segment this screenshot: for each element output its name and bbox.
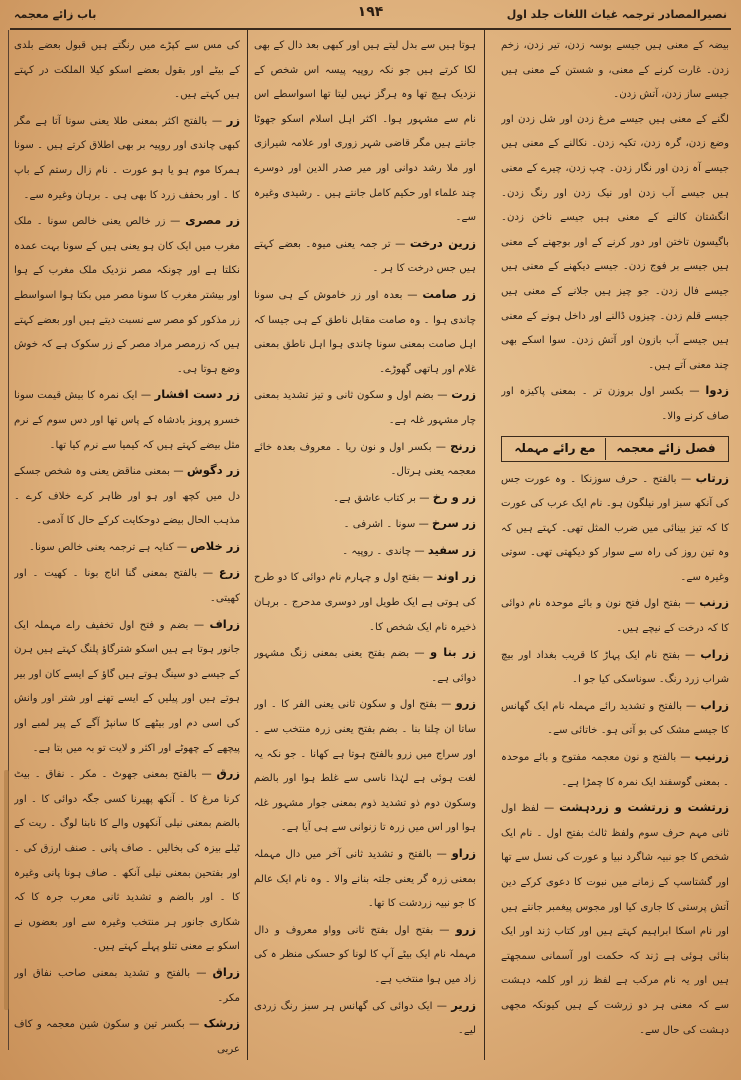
running-header — [10, 4, 731, 26]
entry-headword: زرنب — [699, 595, 729, 610]
text-column-middle — [254, 34, 476, 1060]
entry-definition: بفتح اول بفتح ثانی وواو معروف و دال مہملہ نام ایک بیٹے آپ کا لونا کو حسکی منظر ہ کی زاد میں ہوا منتخب ہے۔ — [254, 924, 476, 985]
page-number: ١٩۴ — [357, 4, 384, 20]
dictionary-entry: زرو — بفتح اول و سکون ثانی یعنی الفر کا ۔ اور ساتا ان چلنا بنا ۔ بضم بفتح یعنی زرہ منتخب سے ۔ اور سراج میں زرو بالفتح ہوتا ہے کھانا ۔ جو نکہ یہ لغت ہوئی ہے لہٰذا ناسی سے غلط ہوا اور بالضم وسکون دوم ذو تشدید ذوم بمعنی جوار مشہور غلہ ہوا اور اس میں زرہ تا زنوانی سے ہی آیا ہے۔ — [254, 696, 476, 834]
entry-headword: زراب — [700, 697, 729, 712]
entry-headword: زرت — [451, 387, 476, 402]
entry-headword: زرتشت و زرتشت و زردہشت — [559, 800, 729, 815]
entry-definition: بکسر اول بروزن تر ۔ بمعنی پاکیزہ اور صاف کرنے والا۔ — [501, 386, 729, 422]
entry-headword: زرو — [455, 696, 476, 711]
entry-definition: کی مس سے کپڑے میں رنگتے ہیں قبول بعضے بلدی کے بیٹے اور بقول بعضے اسکو کیلا الملکت در کہتے ہیں کہتے ہیں۔ — [14, 40, 240, 101]
dictionary-entry: زرتاب — بالفتح ۔ حرف سوزنکا ۔ وہ عورت جس کی آنکھ سبز اور نیلگون ہو۔ نام ایک عرب کی عورت کا کہ تیز بینائی میں ضرب المثل تھی۔ کہتے ہیں کہ وہ تین روز کی راہ سے سوار کو دیکھتی تھی۔ سوتی وغیرہ سے۔ — [501, 470, 729, 583]
entry-headword: زرتاب — [695, 470, 729, 485]
entry-headword: زر خلاص — [190, 538, 240, 553]
entry-headword: زراف — [209, 616, 240, 631]
dictionary-entry: زر و رخ — بر کتاب عاشق ہے۔ — [333, 489, 476, 504]
text-column-left — [14, 34, 240, 1060]
entry-headword: زریر — [451, 997, 476, 1012]
dictionary-entry: زراق — بالفتح و تشدید بمعنی صاحب نفاق اور مکر۔ — [14, 964, 240, 1004]
entry-definition: زر خالص یعنی خالص سونا ۔ ملک مغرب میں ایک کان ہو یعنی ہیں کے سونا بہت عمدہ نکلتا ہے اور چونکہ مصر نزدیک ملک مغرب کے ہوا اور بیشتر مغرب کا سونا مصر میں بکتا ہوا اسواسطے زر مذکور کو مصر سے نسبت دیتے ہیں اور بعضے کہتے ہیں کہ زرمصر مراد مصر کے زر سکوک ہے کہ خوش وضع ہوتا ہی۔ — [14, 216, 240, 375]
dictionary-entry — [501, 108, 729, 379]
entry-definition: بالفتح و تشدید بمعنی صاحب نفاق اور مکر۔ — [14, 967, 240, 1004]
entry-headword: زر سفید — [427, 542, 476, 557]
entry-definition: بالفتح اکثر بمعنی طلا یعنی سونا آتا ہے مگر کبھی چاندی اور روپیہ بر بھی اطلاق کرتے ہیں ۔ سونا ہمرکا موم ہو یا ہو عورت ۔ نام زال رستم کے باپ کا ۔ اور بحفف زرد کا بھی ہی ۔ برہان وغیرہ سے۔ — [14, 115, 240, 201]
entry-definition: بالفتح بمعنی گنا اناج بونا ۔ کھیت ۔ اور کھیتی۔ — [14, 568, 240, 605]
entry-headword: زر — [226, 112, 240, 127]
dictionary-entry: زر بنا و — بضم بفتح یعنی بمعنی زنگ مشہور دوائی ہے۔ — [254, 645, 476, 684]
section-heading-separator — [605, 438, 606, 460]
entry-headword: زرو — [455, 921, 476, 936]
entry-definition: بیضہ کے معنی ہیں جیسے بوسہ زدن، تیر زدن، زخم زدن۔ غارت کرنے کے معنی، و شستن کے معنی ہیں جیسے ساز زدن، آتش زدن۔ — [501, 40, 729, 101]
entry-definition: ایک دوائی کی گھانس ہر سبز رنگ زردی لیے۔ — [254, 1000, 476, 1037]
entry-definition: بمعنی مناقض یعنی وہ شخص جسکے دل میں کچھ اور ہو اور ظاہر کرے خلاف کرے ۔ مذہب الحال بیضے دوحکایت کرکے حال کا آدمی۔ — [14, 466, 240, 527]
entry-definition: ہوتا ہیں سے بدل لیتے ہیں اور کبھی بعد دال کے بھی لکا کرتے ہیں جو نکہ روپیہ پیسہ اس شخص کے نزدیک ہیچ تھا وہ ہرگز نہیں لیتا تھا اسواسطے اس نام سے مشہور ہوا۔ اکثر اہل اسلام اسکو جھوٹا جانتے ہیں مگر قاضی شہر زوری اور علامہ شیرازی اور ملا رشد دوانی اور میر صدر الدین اور دوسرے چند علماء اور حکیم کامل جانتے ہیں ۔ رشیدی وغیرہ سے۔ — [254, 40, 476, 224]
binding-shadow — [4, 770, 9, 1010]
entry-definition: بفتح اول فتح نون و بائے موحدہ نام دوائی کا کہ درخت کے نیچے ہیں۔ — [501, 598, 729, 635]
column-divider-right — [484, 30, 485, 1060]
dictionary-entry: زر دگوش — بمعنی مناقض یعنی وہ شخص جسکے دل میں کچھ اور ہو اور ظاہر کرے خلاف کرے ۔ مذہب الحال بیضے دوحکایت کرکے حال کا آدمی۔ — [14, 463, 240, 527]
entry-definition: ایک نمرہ کا بیش قیمت سونا خسرو پرویز بادشاہ کے پاس تھا اور دس سوم کے نرم مثل بیضے کہتے ہیں کہ کیمیا سے نرم کیا تھا۔ — [14, 390, 240, 451]
entry-headword: زرع — [218, 565, 240, 580]
entry-definition: کنایہ ہے ترجمہ یعنی خالص سونا۔ — [29, 541, 174, 553]
entry-headword: زر اوند — [436, 569, 476, 584]
entry-headword: زر سرخ — [432, 516, 476, 531]
entry-headword: زرین درخت — [409, 235, 476, 250]
entry-definition: بفتح اول و سکون ثانی یعنی الفر کا ۔ اور ساتا ان چلنا بنا ۔ بضم بفتح یعنی زرہ منتخب سے ۔ اور سراج میں زرو بالفتح ہوتا ہے کھانا ۔ جو نکہ یہ لغت ہوئی ہے لہٰذا ناسی سے غلط ہوا اور بالضم وسکون دوم ذو تشدید ذوم بمعنی جوار مشہور غلہ ہوا اور اس میں زرہ تا زنوانی سے ہی آیا ہے۔ — [254, 699, 476, 834]
entry-headword: زر صامت — [422, 286, 476, 301]
dictionary-entry — [254, 34, 476, 231]
dictionary-entry: زر خلاص — کنایہ ہے ترجمہ یعنی خالص سونا۔ — [29, 538, 240, 553]
entry-definition: بکسر تین و سکون شین معجمہ و کاف عربی — [14, 1019, 240, 1055]
header-rule — [10, 28, 731, 30]
entry-headword: زراو — [451, 846, 476, 860]
dictionary-entry: زرتشت و زرتشت و زردہشت — لفظ اول ثانی مہم حرف سوم ولفظ ثالث بفتح اول ۔ نام ایک شخص کا جو نبیہ شاگرد نبیا و عورت کی نسل سے تھا اور گشتاسپ کے زمانے میں نبوت کا دعوی کرکے دین آتش پرستی کا جاری کیا اور مجوس پیغمبر جانتے ہیں اور نام اسکا ابراہیم کہتے ہیں اور کتاب ژند اور ایک بنائی ہوئی ہے ژند کہ حکمت اور آسمانی سمجھتے ہیں اور یہ نام مرکب ہے لفظ زر اور کلمہ دہشت سے کہ معنی ہر دو زرشت کے ہیں کیونکہ مجھی دہشت کی حال سے۔ — [501, 800, 729, 1036]
entry-definition: بفتح نام ایک پہاڑ کا قریب بغداد اور بیچ شراب زرد رنگ۔ سوناسکی کیا جو ا۔ — [501, 649, 729, 686]
dictionary-entry: زدوا — بکسر اول بروزن تر ۔ بمعنی پاکیزہ اور صاف کرنے والا۔ — [501, 383, 729, 422]
entry-definition: بالفتح و تشدید رائے مہملہ نام ایک گھانس کا جیسے مشک کی بو آتی ہو۔ خاتائی سے۔ — [501, 700, 729, 737]
entry-definition: بفتح اول و چہارم نام دوائی کا دو طرح کی ہوتی ہے ایک طویل اور دوسری مدحرج ۔ برہان ذخیرہ نام ایک شخص کا۔ — [254, 572, 476, 633]
dictionary-entry: زرنیب — بالفتح و نون معجمہ مفتوح و بائے موحدہ ۔ بمعنی گوسفند ایک نمرہ کا چمڑا ہے۔ — [501, 749, 729, 788]
entry-definition: بضم و فتح اول تخفیف راے مہملہ ایک جانور ہوتا ہے ہیں اسکو شترگاؤ پلنگ کہتے ہیں ہرن کے جیسے دو سینگ ہوتے ہیں گاؤ کے ایسے کان اور بیر ہوتے ہیں اور پیلیں کے ایسے تھنے اور شتر اور وانش کی اسی دم اور بیٹھے کا سانپڑ آگے کے پیر لمبے اور پیچھے کے چھوٹے اور اکثر و لایت تو بہ میں بتا ہے۔ — [14, 619, 240, 754]
dictionary-entry: زر سفید — چاندی ۔ روپیہ ۔ — [342, 542, 476, 557]
entry-headword: زرق — [216, 766, 240, 781]
entry-headword: زرنج — [450, 438, 476, 453]
dictionary-entry: زرق — بالفتح بمعنی جھوٹ ۔ مکر ۔ نفاق ۔ بیٹ کرنا مرغ کا ۔ آنکھ پھیرنا کسی جگہ دوائی کا ۔ اور بالضم بمعنی نیلی آنکھوں والے کا نابنا لوگ ۔ ریت کے ٹیلے بیزہ کی بخالیں ۔ صاف پانی ۔ صنف ارزق کی ۔ اور بفتحین بمعنی نیلی آنکھ ۔ صاف ہونا پانی وغیرہ کا ۔ اور بالضم و تشدید ثانی معرب جرہ کا کہ شکاری جانور ہر منتخب وغیرہ سے اور بعضوں نے اسکو بے معنی تتلو پہلے کہتے ہیں۔ — [14, 766, 240, 953]
entry-headword: زراق — [212, 964, 240, 979]
entry-definition: بالفتح و نون معجمہ مفتوح و بائے موحدہ ۔ بمعنی گوسفند ایک نمرہ کا چمڑا ہے۔ — [501, 752, 729, 788]
entry-definition: چاندی ۔ روپیہ ۔ — [342, 545, 412, 557]
dictionary-entry: زر صامت — بعدہ اور زر خاموش کے ہی سونا چاندی ہوا ۔ وہ صامت مقابل ناطق کے ہی جیسا کہ اہل صامت بمعنی سونا چاندی ہوا اہل ناطق بمعنی غلام اور ہاتھی گھوڑے۔ — [254, 286, 476, 375]
entry-headword: زر بنا و — [430, 645, 476, 660]
section-heading-subtext: مع رائے مہملہ — [514, 441, 596, 456]
book-title: نصیرالمصادر ترجمہ غیاث اللغات جلد اول — [506, 8, 727, 21]
entry-definition: لگنے کے معنی ہیں جیسے مرغ زدن اور شل زدن اور وضع زدن، گرہ زدن، تکیہ زدن۔ نکالنے کے معنی ہیں جیسے آہ زدن اور نگار زدن۔ چپ زدن، چیرے کے معنی ہیں جیسے آب زدن اور نیک زدن اور رنگ زدن۔ انگشتان کالنے کے معنی ہیں جیسے ناخن زدن۔ باگیسون تاختن اور دور کرنے کے اور بوجھنے کے معنی ہیں جیسے بر فوج زدن۔ جیسے دیکھنے کے معنی ہیں جیسے فال زدن۔ جو چیز ہیں جلانے کے معنی ہیں جیسے قلم زدن۔ چیزوں ڈالنے اور داخل ہونے کے معنی ہیں جیسے آب بازون اور آتش زدن۔ سوا اسکے بھی چند معنی آتے ہیں۔ — [501, 113, 729, 371]
dictionary-entry: زریر — ایک دوائی کی گھانس ہر سبز رنگ زردی لیے۔ — [254, 997, 476, 1037]
entry-headword: زدوا — [705, 383, 729, 398]
dictionary-entry: زر دست افشار — ایک نمرہ کا بیش قیمت سونا خسرو پرویز بادشاہ کے پاس تھا اور دس سوم کے نرم مثل بیضے کہتے ہیں کہ کیمیا سے نرم کیا تھا۔ — [14, 387, 240, 451]
dictionary-entry: زراف — بضم و فتح اول تخفیف راے مہملہ ایک جانور ہوتا ہے ہیں اسکو شترگاؤ پلنگ کہتے ہیں ہرن کے جیسے دو سینگ ہوتے ہیں گاؤ کے ایسے کان اور بیر ہوتے ہیں اور پیلیں کے ایسے تھنے اور شتر اور وانش کی اسی دم اور بیٹھے کا سانپڑ آگے کے پیر لمبے اور پیچھے کے چھوٹے اور اکثر و لایت تو بہ میں بتا ہے۔ — [14, 616, 240, 754]
entry-headword: زر دست افشار — [154, 387, 240, 402]
dictionary-entry: زر سرخ — سونا ۔ اشرفی ۔ — [343, 516, 476, 531]
entry-headword: زرشک — [203, 1016, 240, 1031]
dictionary-entry: زرنج — بکسر اول و نون ریا ۔ معروف بعدہ خائے معجمہ یعنی ہرتال۔ — [254, 438, 476, 478]
dictionary-entry: زرع — بالفتح بمعنی گنا اناج بونا ۔ کھیت ۔ اور کھیتی۔ — [14, 565, 240, 605]
section-heading-box — [501, 436, 729, 462]
dictionary-entry: زرت — بضم اول و سکون ثانی و تیز تشدید بمعنی چار مشہور غلہ ہے۔ — [254, 387, 476, 426]
dictionary-entry: زرنب — بفتح اول فتح نون و بائے موحدہ نام دوائی کا کہ درخت کے نیچے ہیں۔ — [501, 595, 729, 635]
entry-definition: سونا ۔ اشرفی ۔ — [343, 519, 416, 531]
entry-headword: زر دگوش — [186, 463, 240, 478]
dictionary-entry: زر — بالفتح اکثر بمعنی طلا یعنی سونا آتا ہے مگر کبھی چاندی اور روپیہ بر بھی اطلاق کرتے ہیں ۔ سونا ہمرکا موم ہو یا ہو عورت ۔ نام زال رستم کے باپ کا ۔ اور بحفف زرد کا بھی ہی ۔ برہان وغیرہ سے۔ — [14, 112, 240, 201]
entry-definition: تر جمہ یعنی میوہ۔ بعضے کہتے ہیں جس درخت کا ہر ۔ — [254, 238, 476, 275]
entry-definition: بر کتاب عاشق ہے۔ — [333, 492, 417, 504]
entry-definition: بالفتح ۔ حرف سوزنکا ۔ وہ عورت جس کی آنکھ سبز اور نیلگون ہو۔ نام ایک عرب کی عورت کا کہ تیز بینائی میں ضرب المثل تھی۔ کہتے ہیں کہ وہ تین روز کی راہ سے سوار کو دیکھتی تھی۔ سوتی وغیرہ سے۔ — [501, 473, 729, 583]
entry-definition: بعدہ اور زر خاموش کے ہی سونا چاندی ہوا ۔ وہ صامت مقابل ناطق کے ہی جیسا کہ اہل صامت بمعنی سونا چاندی ہوا اہل ناطق بمعنی غلام اور ہاتھی گھوڑے۔ — [254, 289, 476, 375]
dictionary-entry: زرشک — بکسر تین و سکون شین معجمہ و کاف عربی — [14, 1016, 240, 1055]
dictionary-entry: زراب — بالفتح و تشدید رائے مہملہ نام ایک گھانس کا جیسے مشک کی بو آتی ہو۔ خاتائی سے۔ — [501, 697, 729, 737]
section-name: باب زائے معجمہ — [14, 8, 97, 21]
entry-definition: بکسر اول و نون ریا ۔ معروف بعدہ خائے معجمہ یعنی ہرتال۔ — [254, 441, 476, 478]
dictionary-entry: زراو — بالفتح و تشدید ثانی آخر میں دال مہملہ بمعنی زرہ گر یعنی جلتہ بنانے والا ۔ وہ نام ایک عالم کا جو نبیہ زردشت کا تھا۔ — [254, 846, 476, 910]
entry-headword: زرنیب — [694, 749, 729, 764]
dictionary-entry — [501, 34, 729, 108]
entry-definition: بالفتح بمعنی جھوٹ ۔ مکر ۔ نفاق ۔ بیٹ کرنا مرغ کا ۔ آنکھ پھیرنا کسی جگہ دوائی کا ۔ اور بالضم بمعنی نیلی آنکھوں والے کا نابنا لوگ ۔ ریت کے ٹیلے بیزہ کی بخالیں ۔ صاف پانی ۔ صنف ارزق کی ۔ اور بفتحین بمعنی نیلی آنکھ ۔ صاف ہونا پانی وغیرہ کا ۔ اور بالضم و تشدید ثانی معرب جرہ کا کہ شکاری جانور ہر منتخب وغیرہ سے اور بعضوں نے اسکو بے معنی تتلو پہلے کہتے ہیں۔ — [14, 769, 240, 953]
entry-definition: بضم اول و سکون ثانی و تیز تشدید بمعنی چار مشہور غلہ ہے۔ — [254, 390, 476, 426]
entry-definition: لفظ اول ثانی مہم حرف سوم ولفظ ثالث بفتح اول ۔ نام ایک شخص کا جو نبیہ شاگرد نبیا و عورت کی نسل سے تھا اور گشتاسپ کے زمانے میں نبوت کا دعوی کرکے دین آتش پرستی کا جاری کیا اور مجوس پیغمبر جانتے ہیں اور نام اسکا ابراہیم کہتے ہیں اور کتاب ژند اور ایک بنائی ہوئی ہے ژند کہ حکمت اور آسمانی سمجھتے ہیں اور یہ نام مرکب ہے لفظ زر اور کلمہ دہشت سے کہ معنی ہر دو زرشت کے ہیں کیونکہ مجھی دہشت کی حال سے۔ — [501, 803, 729, 1036]
entry-headword: زراب — [700, 646, 729, 661]
dictionary-entry: زر اوند — بفتح اول و چہارم نام دوائی کا دو طرح کی ہوتی ہے ایک طویل اور دوسری مدحرج ۔ برہان ذخیرہ نام ایک شخص کا۔ — [254, 569, 476, 633]
entry-definition: بضم بفتح یعنی بمعنی زنگ مشہور دوائی ہے۔ — [254, 648, 476, 684]
dictionary-entry: زرین درخت — تر جمہ یعنی میوہ۔ بعضے کہتے ہیں جس درخت کا ہر ۔ — [254, 235, 476, 275]
column-divider-left — [247, 30, 248, 1060]
section-heading-text: فصل زائے معجمہ — [616, 441, 716, 456]
dictionary-entry — [14, 34, 240, 108]
dictionary-entry: زر مصری — زر خالص یعنی خالص سونا ۔ ملک مغرب میں ایک کان ہو یعنی ہیں کے سونا بہت عمدہ نکلتا ہے اور چونکہ مصر نزدیک ملک مغرب کے ہوا اور بیشتر مغرب کا سونا مصر میں بکتا ہوا اسواسطے زر مذکور کو مصر سے نسبت دیتے ہیں اور بعضے کہتے ہیں کہ زرمصر مراد مصر کے زر سکوک ہے کہ خوش وضع ہوتا ہی۔ — [14, 213, 240, 375]
entry-headword: زر و رخ — [432, 489, 476, 504]
dictionary-entry: زراب — بفتح نام ایک پہاڑ کا قریب بغداد اور بیچ شراب زرد رنگ۔ سوناسکی کیا جو ا۔ — [501, 646, 729, 686]
entry-headword: زر مصری — [185, 213, 240, 228]
text-column-right — [501, 34, 729, 1060]
dictionary-entry: زرو — بفتح اول بفتح ثانی وواو معروف و دال مہملہ نام ایک بیٹے آپ کا لونا کو حسکی منظر ہ کی زاد میں ہوا منتخب ہے۔ — [254, 921, 476, 985]
entry-definition: بالفتح و تشدید ثانی آخر میں دال مہملہ بمعنی زرہ گر یعنی جلتہ بنانے والا ۔ وہ نام ایک عالم کا جو نبیہ زردشت کا تھا۔ — [254, 849, 476, 910]
